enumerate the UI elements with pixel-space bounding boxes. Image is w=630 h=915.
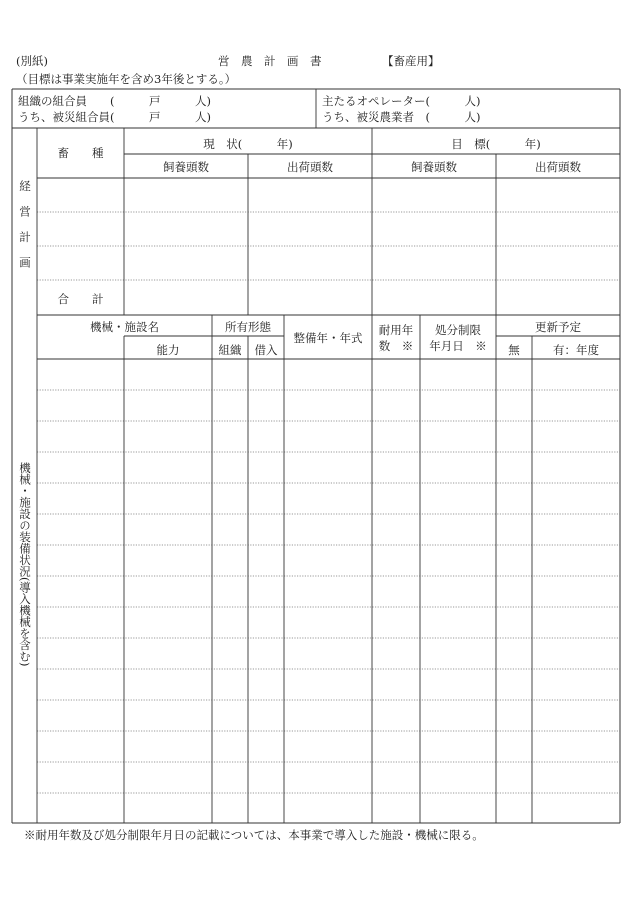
target-shipping-count-header: 出荷頭数 (535, 160, 581, 174)
livestock-header: 畜 種 (57, 146, 104, 160)
maintenance-year-header: 整備年・年式 (293, 331, 363, 345)
main-operators-field: 主たるオペレーター( 人) (322, 94, 481, 108)
total-label: 合 計 (57, 292, 104, 306)
union-members-field: 組織の組合員 ( 戸 人) (18, 94, 211, 108)
affected-farmers-field: うち、被災農業者 ( 人) (322, 110, 481, 124)
target-header: 目 標( 年) (451, 137, 541, 151)
lifespan-header-line1: 耐用年 (378, 323, 414, 337)
renewal-plan-header: 更新予定 (535, 320, 581, 334)
footnote: ※耐用年数及び処分制限年月日の記載については、本事業で導入した施設・機械に限る。 (24, 828, 484, 842)
attachment-label: (別紙) (16, 54, 48, 68)
management-plan-section-label: 経営計画 (18, 180, 32, 282)
renewal-yes-header: 有：年度 (553, 343, 599, 357)
disposal-header-line2: 年月日 ※ (429, 339, 487, 353)
target-note: （目標は事業実施年を含め3年後とする。） (16, 72, 237, 86)
affected-members-field: うち、被災組合員( 戸 人) (18, 110, 211, 124)
lifespan-header-line2: 数 ※ (378, 339, 414, 353)
organization-header: 組織 (218, 343, 242, 357)
ownership-header: 所有形態 (225, 320, 271, 334)
capacity-header: 能力 (156, 343, 180, 357)
current-raising-count-header: 飼養頭数 (163, 160, 209, 174)
lease-header: 借入 (254, 343, 278, 357)
page-title: 営 農 計 画 書 (218, 54, 322, 68)
target-raising-count-header: 飼養頭数 (411, 160, 457, 174)
page-title-suffix: 【畜産用】 (382, 54, 440, 68)
current-status-header: 現 状( 年) (203, 137, 293, 151)
renewal-none-header: 無 (508, 343, 520, 357)
equipment-section-label: 機械・施設の装備状況(導入機械を含む) (18, 462, 32, 667)
disposal-header-line1: 処分制限 (435, 323, 481, 337)
equipment-name-header: 機械・施設名 (90, 320, 159, 334)
current-shipping-count-header: 出荷頭数 (287, 160, 333, 174)
